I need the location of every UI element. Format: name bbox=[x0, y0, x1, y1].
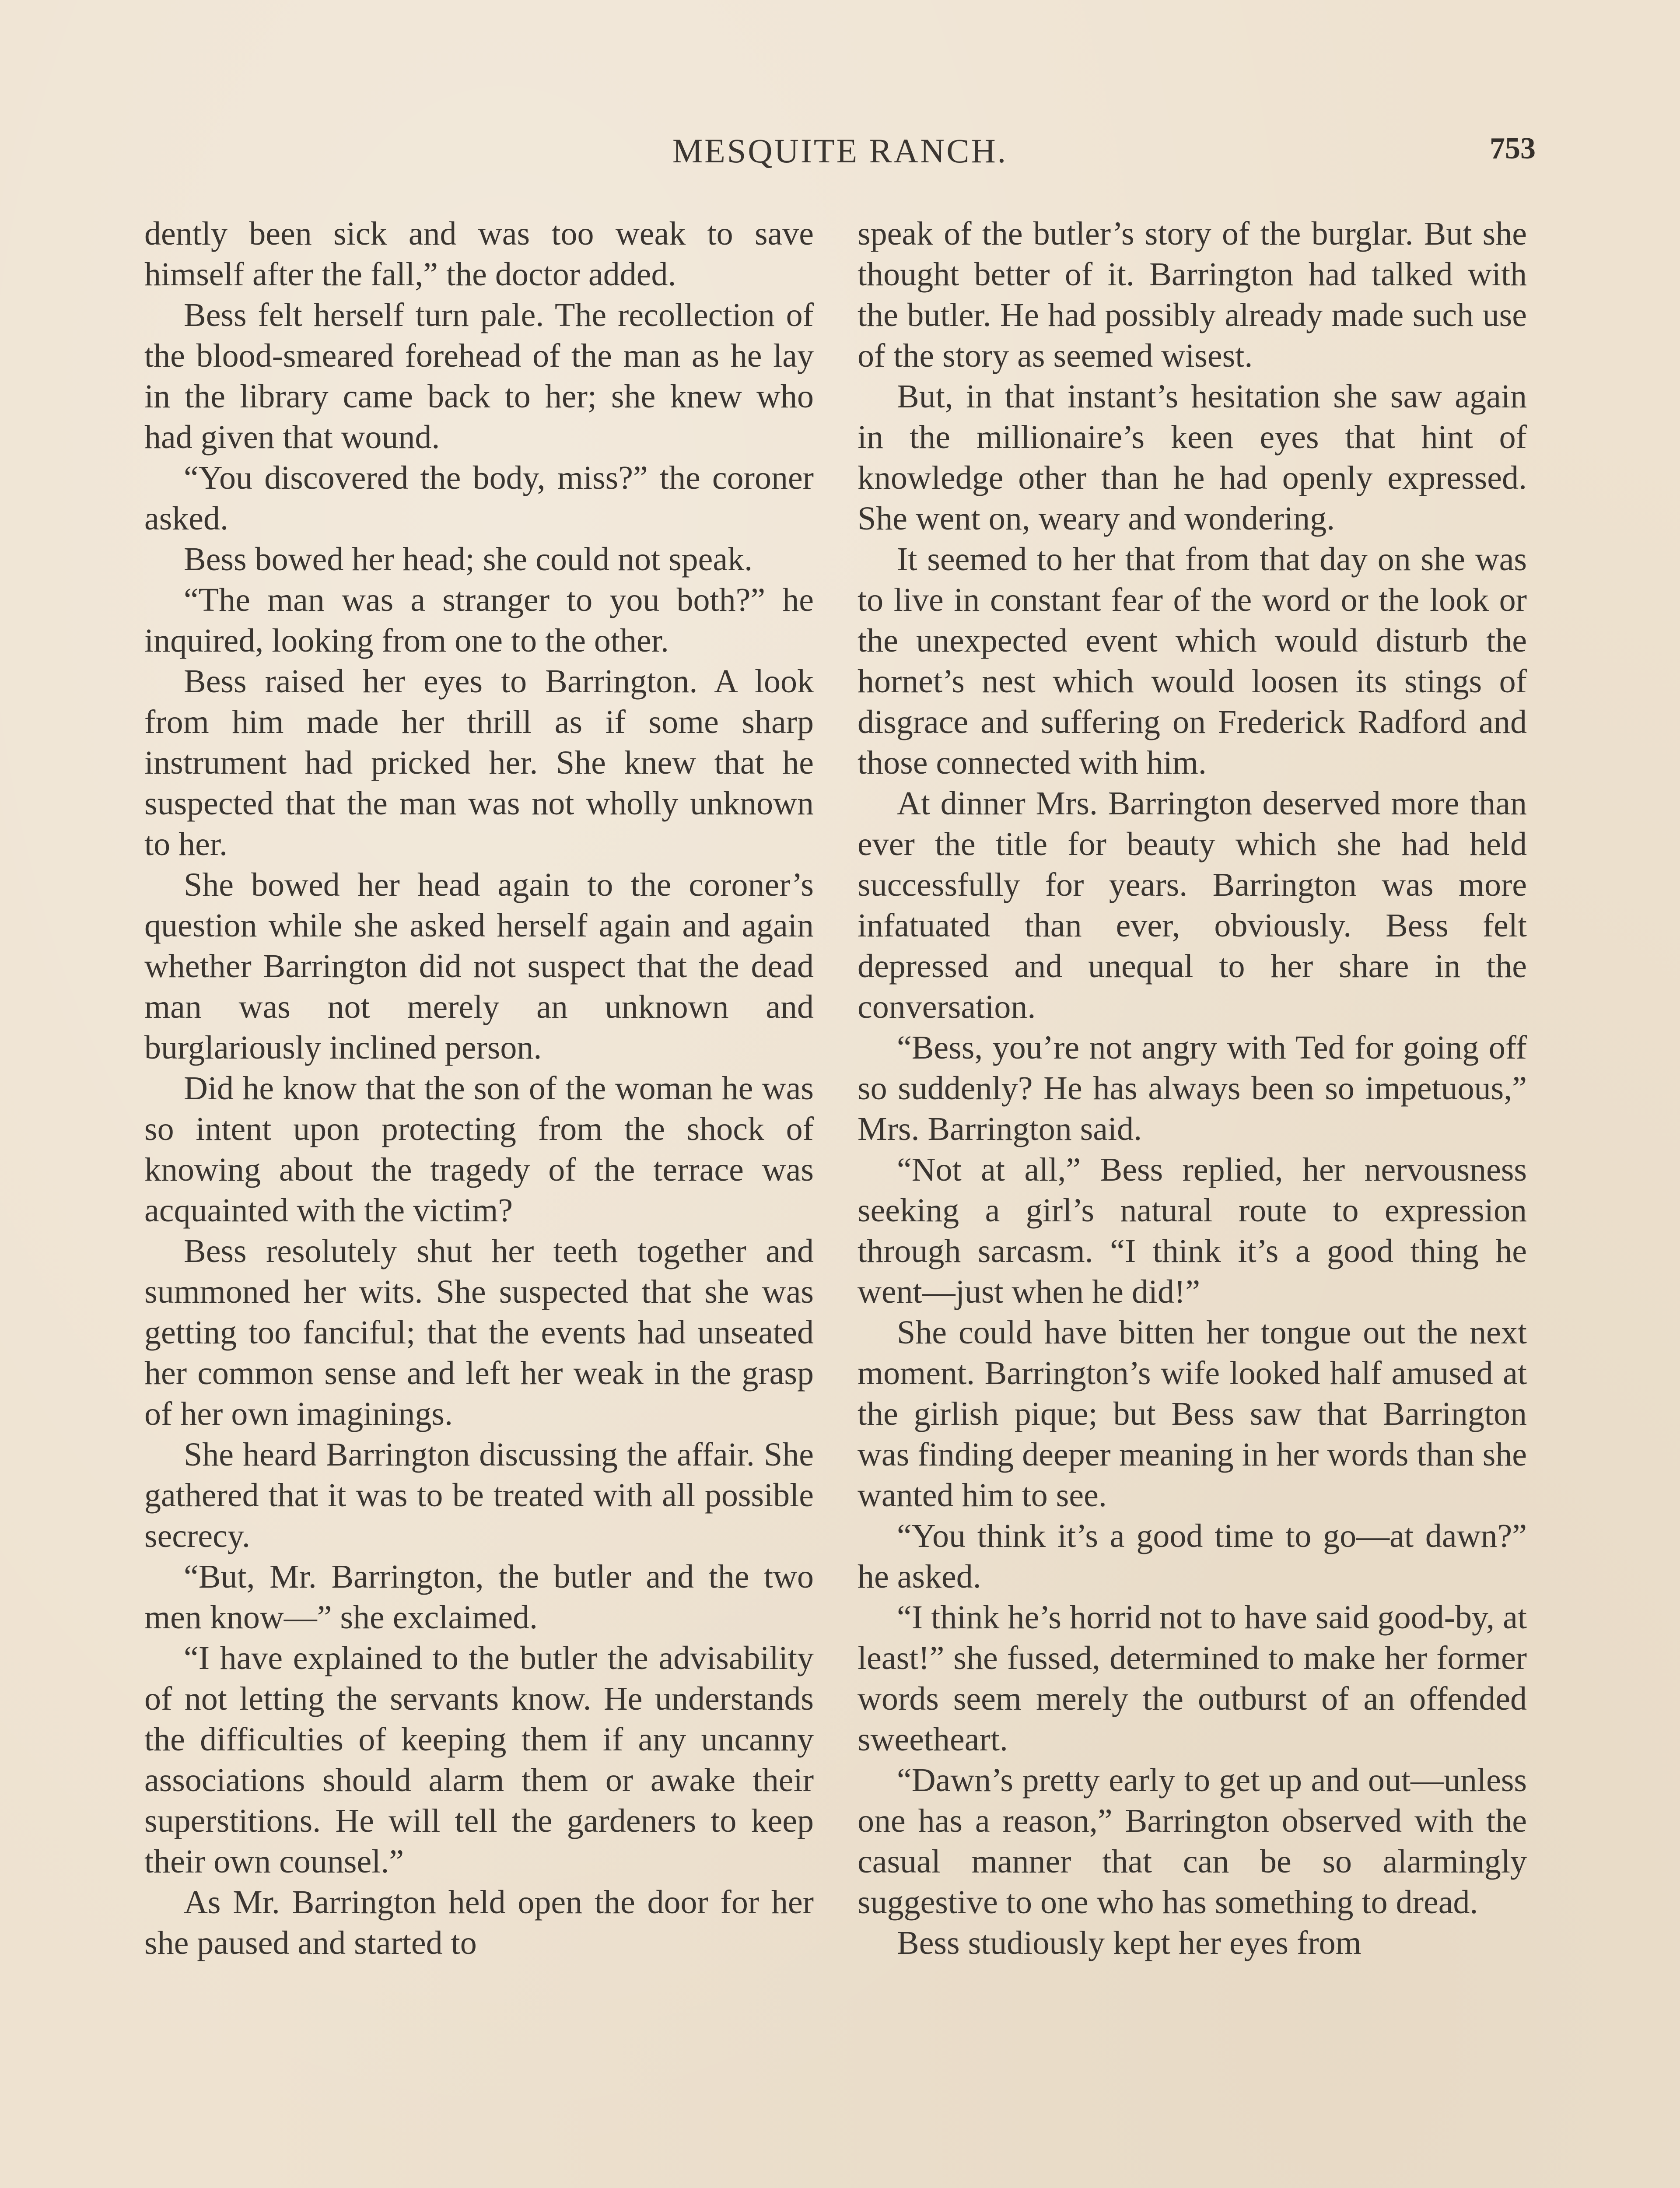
page-header bbox=[144, 131, 1536, 179]
paragraph: “You think it’s a good time to go—at dawn?” he asked. bbox=[858, 1518, 1527, 1595]
paragraph: dently been sick and was too weak to save himself after the fall,” the doctor added. bbox=[144, 215, 814, 293]
paragraph: As Mr. Barrington held open the door for her she paused and started to bbox=[144, 1884, 814, 1961]
paragraph: Did he know that the son of the woman he was so intent upon protecting from the shock of knowing about the tragedy of the terrace was acquainted with the victim? bbox=[144, 1070, 814, 1229]
paragraph: She heard Barrington discussing the affair. She gathered that it was to be treated with all possible secrecy. bbox=[144, 1436, 814, 1554]
paragraph: She could have bitten her tongue out the next moment. Barrington’s wife looked half amused at the girlish pique; but Bess saw that Barrington was finding deeper meaning in her words than she wanted him to see. bbox=[858, 1314, 1527, 1514]
paragraph: “But, Mr. Barrington, the butler and the two men know—” she exclaimed. bbox=[144, 1558, 814, 1636]
paragraph: But, in that instant’s hesitation she saw again in the millionaire’s keen eyes that hint of knowledge other than he had openly expressed. She went on, weary and wondering. bbox=[858, 378, 1527, 537]
paragraph: “The man was a stranger to you both?” he inquired, looking from one to the other. bbox=[144, 582, 814, 659]
paragraph: “I think he’s horrid not to have said good-by, at least!” she fussed, determined to make her former words seem merely the outburst of an offended sweetheart. bbox=[858, 1599, 1527, 1758]
paragraph: speak of the butler’s story of the burglar. But she thought better of it. Barrington had talked with the butler. He had possibly already made such use of the story as seemed wisest. bbox=[858, 215, 1527, 374]
page-number: 753 bbox=[1490, 132, 1536, 165]
paragraph: “Dawn’s pretty early to get up and out—unless one has a reason,” Barrington observed with the casual manner that can be so alarmingly suggestive to one who has something to dread. bbox=[858, 1762, 1527, 1921]
right-column bbox=[858, 214, 1527, 1964]
paragraph: Bess felt herself turn pale. The recollection of the blood-smeared forehead of the man as he lay in the library came back to her; she knew who had given that wound. bbox=[144, 297, 814, 456]
paragraph: “I have explained to the butler the advisability of not letting the servants know. He understands the difficulties of keeping them if any uncanny associations should alarm them or awake their superstitions. He will tell the gardeners to keep their own counsel.” bbox=[144, 1640, 814, 1880]
paragraph: Bess resolutely shut her teeth together and summoned her wits. She suspected that she was getting too fanciful; that the events had unseated her common sense and left her weak in the grasp of her own imaginings. bbox=[144, 1233, 814, 1432]
paragraph: Bess raised her eyes to Barrington. A look from him made her thrill as if some sharp instrument had pricked her. She knew that he suspected that the man was not wholly unknown to her. bbox=[144, 663, 814, 863]
paragraph: “You discovered the body, miss?” the coroner asked. bbox=[144, 459, 814, 537]
paragraph: It seemed to her that from that day on she was to live in constant fear of the word or the look or the unexpected event which would disturb the hornet’s nest which would loosen its stings of disgrace and suffering on Frederick Radford and those connected with him. bbox=[858, 541, 1527, 781]
paragraph: At dinner Mrs. Barrington deserved more than ever the title for beauty which she had held successfully for years. Barrington was more infatuated than ever, obviously. Bess felt depressed and unequal to her share in the conversation. bbox=[858, 785, 1527, 1025]
paragraph: “Not at all,” Bess replied, her nervousness seeking a girl’s natural route to expression through sarcasm. “I think it’s a good thing he went—just when he did!” bbox=[858, 1151, 1527, 1310]
running-title: MESQUITE RANCH. bbox=[672, 132, 1008, 170]
left-column bbox=[144, 214, 814, 1964]
paragraph: “Bess, you’re not angry with Ted for going off so suddenly? He has always been so impetuous,” Mrs. Barrington said. bbox=[858, 1029, 1527, 1147]
paragraph: Bess bowed her head; she could not speak. bbox=[184, 541, 753, 578]
paragraph: Bess studiously kept her eyes from bbox=[897, 1925, 1362, 1961]
paragraph: She bowed her head again to the coroner’s question while she asked herself again and again whether Barrington did not suspect that the dead man was not merely an unknown and burglariously inclined person. bbox=[144, 866, 814, 1066]
